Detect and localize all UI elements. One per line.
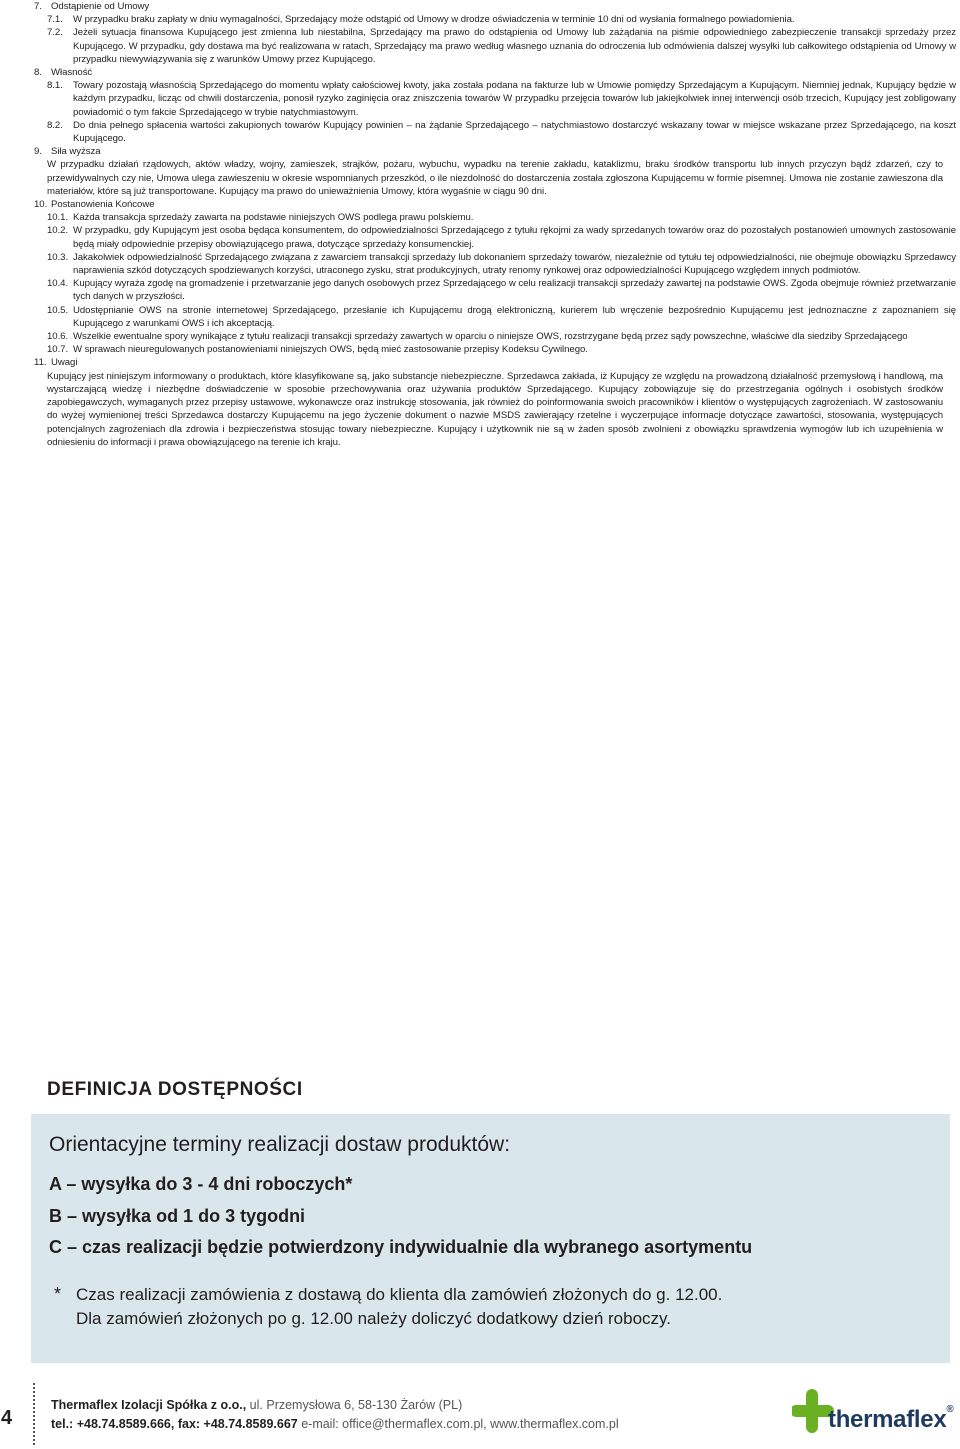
footer-email-web: e-mail: office@thermaflex.com.pl, www.thermaflex.com.pl: [301, 1417, 619, 1431]
clause-text: Wszelkie ewentualne spory wynikające z tytułu realizacji transakcji sprzedaży zawartych w oparciu o niniejsze OWS, rozstrzygane będą przez sądy powszechne, właściwe dla siedziby Sprzedającego: [73, 331, 908, 343]
clause: [34, 343, 960, 356]
section-number: 7.: [34, 1, 42, 12]
clause: [34, 13, 960, 26]
clause-number: 8.1.: [47, 80, 63, 92]
footnote-line-2: Dla zamówień złożonych po g. 12.00 należy doliczyć dodatkowy dzień roboczy.: [76, 1309, 671, 1328]
clause-text: W sprawach nieuregulowanych postanowieniami niniejszych OWS, będą mieć zastosowanie przepisy Kodeksu Cywilnego.: [73, 344, 588, 356]
clause: [34, 26, 960, 66]
clause-text: Kupujący wyraża zgodę na gromadzenie i przetwarzanie jego danych osobowych przez Sprzedającego w celu realizacji transakcji sprzedaży zawartej na podstawie OWS. Zgoda obejmuje również przetwarzanie tych danych w przyszłości.: [73, 278, 956, 303]
clause: [34, 79, 960, 119]
section-heading: [34, 198, 960, 211]
footer-company: Thermaflex Izolacji Spółka z o.o.,: [51, 1398, 247, 1412]
clause: [34, 224, 960, 250]
clause-number: 10.2.: [47, 225, 69, 237]
clause-text: Udostępnianie OWS na stronie internetowej Sprzedającego, przesłanie ich Kupującemu drogą elektroniczną, kurierem lub wręczenie bezpośrednio Kupującemu jest jednoznaczne z zapoznaniem się Kupującego z warunkami OWS i ich akceptacją.: [73, 304, 956, 329]
clause: [34, 119, 960, 145]
availability-b: B – wysyłka od 1 do 3 tygodni: [49, 1206, 306, 1226]
clause-text: Do dnia pełnego spłacenia wartości zakupionych towarów Kupujący powinien – na żądanie Sprzedającego – natychmiastowo dostarczyć wskazany towar w miejsce wskazane przez Sprzedającego, na koszt Kupującego.: [73, 119, 956, 145]
section-title: Odstąpienie od Umowy: [51, 1, 150, 12]
footnote-line-1: Czas realizacji zamówienia z dostawą do klienta dla zamówień złożonych do g. 12.00.: [76, 1285, 723, 1304]
section-title: Własność: [51, 67, 93, 79]
section-title: Siła wyższa: [51, 146, 101, 158]
definition-title: DEFINICJA DOSTĘPNOŚCI: [47, 1079, 303, 1100]
clause-number: 10.5.: [47, 304, 69, 316]
clause-number: 10.3.: [47, 251, 69, 263]
clause-number: 7.2.: [47, 27, 63, 39]
section-title: Postanowienia Końcowe: [51, 199, 155, 211]
clause-text: W przypadku braku zapłaty w dniu wymagalności, Sprzedający może odstąpić od Umowy w drodze oświadczenia w terminie 10 dni od wysłania formalnego powiadomienia.: [73, 14, 795, 26]
definition-heading: Orientacyjne terminy realizacji dostaw produktów:: [49, 1133, 511, 1156]
clause-text: Towary pozostają własnością Sprzedającego do momentu wpłaty całościowej kwoty, jaka została podana na fakturze lub w Umowie pomiędzy Sprzedającym a Kupującym. Niemniej jednak, Kupujący będzie w każdym przypadku, licząc od chwili dostarczenia, ponosił ryzyko zaginięcia oraz zniszczenia towarów W przypadku przejęcia towarów lub jakiejkolwiek innej interwencji osób trzecich, Kupujący jest zobligowany powiadomić o tym fakcie Sprzedającego w trybie natychmiastowym.: [73, 80, 956, 118]
footer-phone-fax: tel.: +48.74.8589.666, fax: +48.74.8589.667: [51, 1417, 302, 1431]
clause-number: 10.7.: [47, 344, 69, 356]
section-title: Uwagi: [51, 357, 78, 369]
section-heading: [34, 66, 960, 79]
clause: [34, 304, 960, 330]
clause-number: 7.1.: [47, 14, 63, 26]
section-paragraph: W przypadku działań rządowych, aktów władzy, wojny, zamieszek, strajków, pożaru, wybuchu, wypadku na terenie zakładu, kataklizmu, braku środków transportu lub innych przyczyn bądź zdarzeń, czy to przewidywalnych czy nie, Umowa ulega zawieszeniu w okresie wspomnianych przeszkód, o ile niezdolność do dostarczenia została zgłoszona Kupującemu w formie pisemnej. Umowa nie zostanie zawieszona dla materiałów, które są już transportowane. Kupujący ma prawo do unieważnienia Umowy, która wygaśnie w ciągu 90 dni.: [47, 159, 943, 197]
section-heading: [34, 356, 960, 369]
dotted-divider: [33, 1383, 35, 1445]
footnote-asterisk: *: [54, 1284, 62, 1304]
section-paragraph: Kupujący jest niniejszym informowany o produktach, które klasyfikowane są, jako substancje niebezpieczne. Sprzedawca zakłada, iż Kupujący ze względu na prowadzoną działalność przemysłową i handlową, ma wystarczającą wiedzę i niezbędne doświadczenie w sposobie przechowywania oraz używania produktów Sprzedającego. Kupujący zobowiązuje się do przestrzegania ogólnych i osobistych środków zapobiegawczych, wymaganych przez przepisy ustawowe, wykonawcze oraz instrukcję stosowania, jak również do poinformowania swoich pracowników i klientów o występujących zagrożeniach. W zastosowaniu do wyżej wymienionej treści Sprzedawca dostarczy Kupującemu na jego życzenie dokument o nazwie MSDS zawierający rzetelne i wyczerpujące informacje dotyczące zawartości, stosowania, występujących potencjalnych zagrożeniach dla zdrowia i bezpieczeństwa stosując towary niebezpieczne. Kupujący i użytkownik nie są w żaden sposób zwolnieni z obowiązku sprawdzenia wymogów lub ich uzupełnienia w odniesieniu do informacji i prawa obowiązującego na terenie ich kraju.: [47, 370, 943, 448]
terms-document: [34, 0, 960, 449]
clause-number: 10.1.: [47, 212, 69, 224]
footer-contact-line: [51, 1417, 619, 1431]
clause-text: Jeżeli sytuacja finansowa Kupującego jest zmienna lub niestabilna, Sprzedający ma prawo do odstąpienia od Umowy lub zażądania na piśmie odpowiedniego zabezpieczenie transakcji sprzedaży przez Kupującego. W przypadku, gdy dostawa ma być realizowana w ratach, Sprzedający ma prawo według własnego uznania do odroczenia lub odmówienia dalszej wysyłki lub całkowitego odstąpienia od Umowy w przypadku niewywiązywania się z warunków Umowy przez Kupującego.: [73, 27, 956, 65]
section-heading: [34, 145, 960, 158]
section-number: 11.: [34, 357, 47, 369]
footer-address-line: [51, 1398, 462, 1412]
clause: [34, 330, 960, 343]
section-heading: [34, 0, 960, 13]
section-number: 9.: [34, 146, 42, 158]
logo-wordmark: thermaflex®: [828, 1404, 954, 1433]
clause-text: Każda transakcja sprzedaży zawarta na podstawie niniejszych OWS podlega prawu polskiemu.: [73, 212, 474, 224]
clause-text: Jakakolwiek odpowiedzialność Sprzedającego związana z zawarciem transakcji sprzedaży lub dokonaniem sprzedaży towarów, niezależnie od tytułu tej odpowiedzialności, nie obejmuje obowiązku Sprzedawcy naprawienia szkód dotyczących spodziewanych korzyści, utraconego zysku, strat produkcyjnych, utraty renomy rynkowej oraz odpowiedzialności Kupującego względem innych podmiotów.: [73, 251, 956, 277]
clause: [34, 277, 960, 303]
availability-c: C – czas realizacji będzie potwierdzony indywidualnie dla wybranego asortymentu: [49, 1237, 753, 1257]
clause-number: 10.6.: [47, 331, 69, 343]
section-number: 10.: [34, 199, 48, 211]
section-number: 8.: [34, 67, 42, 79]
availability-a: A – wysyłka do 3 - 4 dni roboczych*: [49, 1174, 353, 1194]
clause-number: 8.2.: [47, 119, 63, 131]
footer-address: ul. Przemysłowa 6, 58-130 Żarów (PL): [246, 1398, 463, 1412]
clause-number: 10.4.: [47, 278, 69, 290]
clause-text: W przypadku, gdy Kupującym jest osoba będąca konsumentem, do odpowiedzialności Sprzedającego z tytułu rękojmi za wady sprzedanych towarów oraz do pozostałych postanowień umownych zastosowanie będą miały odpowiednie przepisy obowiązującego prawa, dotyczące sprzedaży konsumenckiej.: [73, 225, 956, 250]
page-number: 4: [1, 1407, 13, 1429]
clause: [34, 251, 960, 277]
clause: [34, 211, 960, 224]
